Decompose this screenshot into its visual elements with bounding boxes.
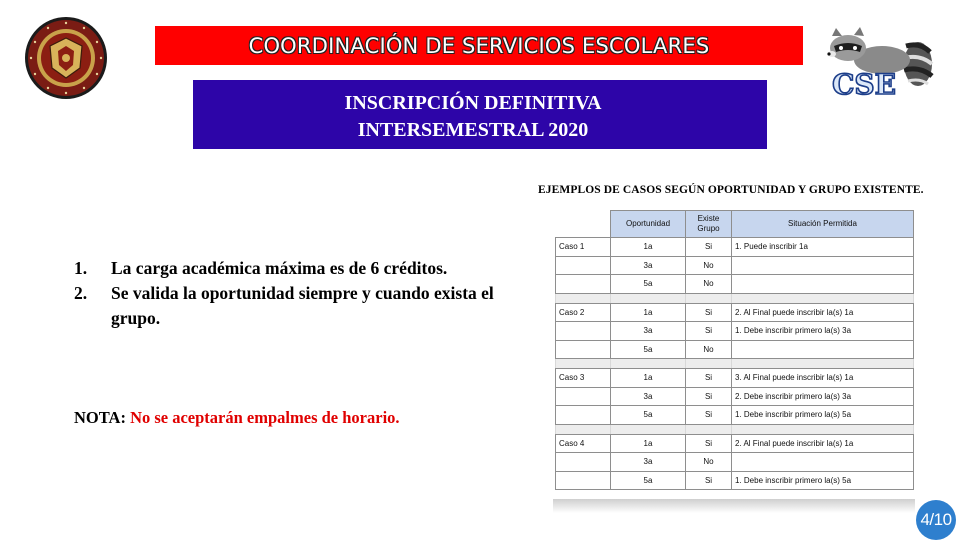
page-number: 4/10 — [920, 510, 952, 529]
university-seal-logo — [24, 16, 108, 100]
oportunidad-cell: 3a — [611, 453, 686, 472]
oportunidad-cell: 5a — [611, 471, 686, 490]
table-row — [556, 256, 914, 275]
rule-text: La carga académica máxima es de 6 créditos. — [111, 258, 448, 278]
table-row — [556, 471, 914, 490]
oportunidad-cell: 5a — [611, 406, 686, 425]
gap-cell — [732, 424, 914, 434]
case-label-cell — [556, 322, 611, 341]
case-label-cell: Caso 4 — [556, 434, 611, 453]
table-gap-row — [556, 359, 914, 369]
table-row — [556, 322, 914, 341]
existe-grupo-cell: No — [686, 256, 732, 275]
table-row — [556, 406, 914, 425]
note-label: NOTA: — [74, 408, 126, 427]
gap-cell — [686, 359, 732, 369]
rule-text: Se valida la oportunidad siempre y cuando exista el grupo. — [111, 283, 494, 328]
oportunidad-cell: 1a — [611, 238, 686, 257]
situacion-cell — [732, 275, 914, 294]
oportunidad-cell: 3a — [611, 387, 686, 406]
existe-grupo-cell: Si — [686, 369, 732, 388]
existe-grupo-cell: No — [686, 275, 732, 294]
existe-grupo-cell: Si — [686, 303, 732, 322]
gap-cell — [556, 359, 611, 369]
case-label-cell — [556, 340, 611, 359]
table-row — [556, 434, 914, 453]
coordination-title-banner — [155, 26, 803, 65]
table-shadow — [553, 499, 915, 513]
existe-grupo-cell: Si — [686, 322, 732, 341]
registration-title-line2: INTERSEMESTRAL 2020 — [357, 119, 589, 141]
raccoon-cse-logo — [820, 24, 938, 100]
situacion-cell — [732, 453, 914, 472]
oportunidad-cell: 1a — [611, 434, 686, 453]
rule-item-2 — [74, 281, 544, 331]
gap-cell — [611, 359, 686, 369]
table-header-row — [556, 211, 914, 238]
gap-cell — [686, 293, 732, 303]
oportunidad-cell: 3a — [611, 322, 686, 341]
case-label-cell — [556, 256, 611, 275]
table-gap-row — [556, 424, 914, 434]
gap-cell — [556, 293, 611, 303]
rule-number: 2. — [74, 283, 88, 303]
table-row — [556, 387, 914, 406]
existe-grupo-cell: Si — [686, 471, 732, 490]
table-gap-row — [556, 293, 914, 303]
situacion-cell: 2. Al Final puede inscribir la(s) 1a — [732, 303, 914, 322]
oportunidad-cell: 1a — [611, 369, 686, 388]
examples-table-body — [556, 238, 914, 490]
case-label-cell: Caso 3 — [556, 369, 611, 388]
gap-cell — [686, 424, 732, 434]
examples-table — [555, 210, 914, 490]
header-oportunidad: Oportunidad — [611, 211, 686, 238]
header-situacion: Situación Permitida — [732, 211, 914, 238]
registration-title-line1: INSCRIPCIÓN DEFINITIVA — [344, 92, 602, 114]
header-existe-grupo: Existe Grupo — [686, 211, 732, 238]
oportunidad-cell: 5a — [611, 340, 686, 359]
page-number-badge — [916, 500, 956, 540]
situacion-cell — [732, 256, 914, 275]
existe-grupo-cell: Si — [686, 406, 732, 425]
table-row — [556, 238, 914, 257]
case-label-cell — [556, 275, 611, 294]
case-label-cell — [556, 387, 611, 406]
case-label-cell — [556, 471, 611, 490]
gap-cell — [732, 359, 914, 369]
situacion-cell: 1. Debe inscribir primero la(s) 5a — [732, 406, 914, 425]
rules-list — [74, 256, 544, 331]
existe-grupo-cell: Si — [686, 434, 732, 453]
table-row — [556, 275, 914, 294]
registration-banner — [193, 80, 767, 149]
table-row — [556, 369, 914, 388]
oportunidad-cell: 5a — [611, 275, 686, 294]
existe-grupo-cell: Si — [686, 238, 732, 257]
case-label-cell: Caso 1 — [556, 238, 611, 257]
cse-logo-text: CSE — [832, 68, 896, 100]
situacion-cell: 1. Debe inscribir primero la(s) 5a — [732, 471, 914, 490]
gap-cell — [611, 293, 686, 303]
situacion-cell: 3. Al Final puede inscribir la(s) 1a — [732, 369, 914, 388]
situacion-cell — [732, 340, 914, 359]
table-row — [556, 340, 914, 359]
situacion-cell: 1. Debe inscribir primero la(s) 3a — [732, 322, 914, 341]
gap-cell — [611, 424, 686, 434]
case-label-cell — [556, 406, 611, 425]
note-text: No se aceptarán empalmes de horario. — [130, 408, 400, 427]
gap-cell — [732, 293, 914, 303]
gap-cell — [556, 424, 611, 434]
situacion-cell: 1. Puede inscribir 1a — [732, 238, 914, 257]
existe-grupo-cell: No — [686, 453, 732, 472]
case-label-cell: Caso 2 — [556, 303, 611, 322]
oportunidad-cell: 3a — [611, 256, 686, 275]
rule-item-1 — [74, 256, 544, 281]
oportunidad-cell: 1a — [611, 303, 686, 322]
case-label-cell — [556, 453, 611, 472]
table-row — [556, 303, 914, 322]
note — [74, 408, 400, 428]
existe-grupo-cell: No — [686, 340, 732, 359]
table-row — [556, 453, 914, 472]
coordination-title: COORDINACIÓN DE SERVICIOS ESCOLARES — [248, 33, 710, 58]
table-header-blank — [556, 211, 611, 238]
existe-grupo-cell: Si — [686, 387, 732, 406]
examples-title: EJEMPLOS DE CASOS SEGÚN OPORTUNIDAD Y GRUPO EXISTENTE. — [538, 184, 924, 196]
situacion-cell: 2. Debe inscribir primero la(s) 3a — [732, 387, 914, 406]
situacion-cell: 2. Al Final puede inscribir la(s) 1a — [732, 434, 914, 453]
rule-number: 1. — [74, 258, 88, 278]
